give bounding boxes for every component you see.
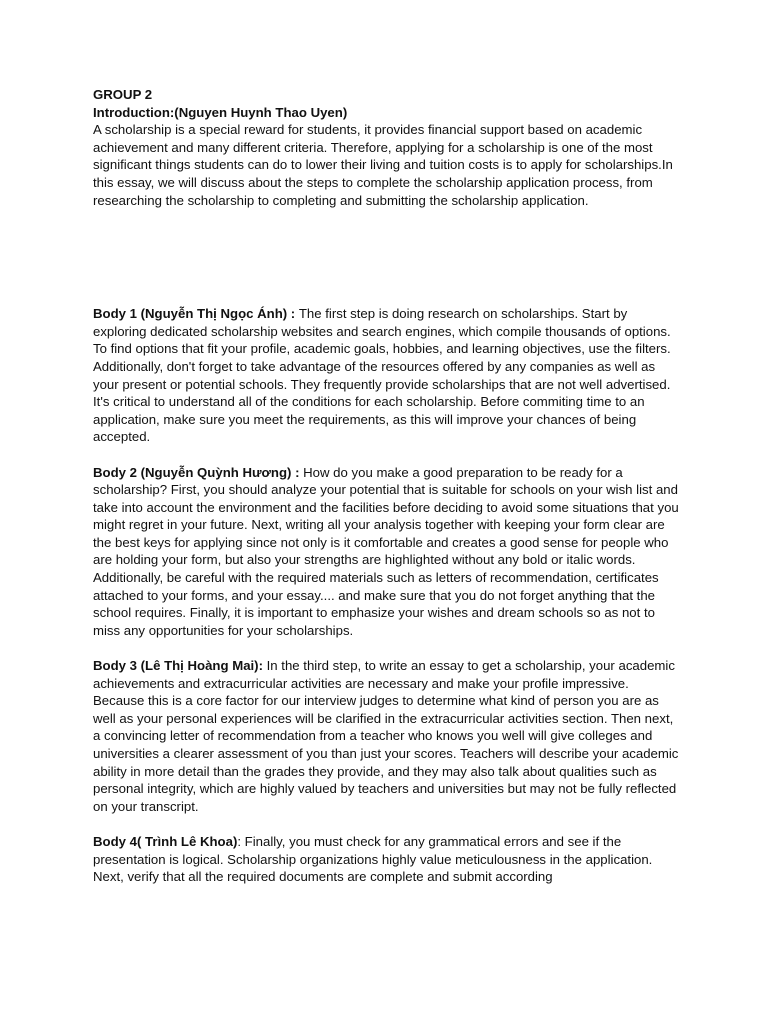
body-3-heading: Body 3 (Lê Thị Hoàng Mai): [93,658,267,674]
body-1-paragraph [93,305,683,446]
intro-heading: Introduction:(Nguyen Huynh Thao Uyen) [93,104,348,120]
body-2-text: How do you make a good preparation to be ready for a scholarship? First, you should analyze your potential that is suitable for schools on your wish list and take into account the environment and the facilities before deciding to avoid some situations that you might regret in your future. Next, writing all your analysis together with keeping your form clear are the best keys for applying since not only is it comfortable and creates a good sense for people who are holding your form, but also your strengths are highlighted without any bold or italic words. Additionally, be careful with the required materials such as letters of recommendation, certificates attached to your forms, and your essay.... and make sure that you do not forget anything that the school requires. Finally, it is important to emphasize your wishes and dream schools so as not to miss any opportunities for your scholarships. [93,464,679,638]
body-2-paragraph [93,464,683,640]
body-4-text: : Finally, you must check for any grammatical errors and see if the presentation is logical. Scholarship organizations highly value meticulousness in the application. Next, verify that all the required documents are complete and submit according [93,833,653,885]
intro-paragraph: A scholarship is a special reward for students, it provides financial support based on academic achievement and many different criteria. Therefore, applying for a scholarship is one of the most significant things students can do to lower their living and tuition costs is to apply for scholarships.In this essay, we will discuss about the steps to complete the scholarship application process, from researching the scholarship to completing and submitting the scholarship application. [93,122,673,208]
document-page [93,86,683,903]
body-2-heading: Body 2 (Nguyễn Quỳnh Hương) : [93,464,304,480]
body-1-heading: Body 1 (Nguyễn Thị Ngọc Ánh) : [93,306,299,322]
group-title: GROUP 2 [93,87,153,102]
body-1-text: The first step is doing research on scholarships. Start by exploring dedicated scholarship websites and search engines, which compile thousands of options. To find options that fit your profile, academic goals, hobbies, and learning objectives, use the filters. Additionally, don't forget to take advantage of the resources offered by any companies as well as your present or potential schools. They frequently provide scholarships that are not well advertised. It's critical to understand all of the conditions for each scholarship. Before commiting time to an application, make sure you meet the requirements, as this will improve your chances of being accepted. [93,306,671,445]
body-4-heading: Body 4( Trình Lê Khoa) [93,833,238,849]
section-spacer [93,209,683,305]
body-4-paragraph [93,833,683,886]
body-3-paragraph [93,657,683,815]
body-3-text: In the third step, to write an essay to get a scholarship, your academic achievements and extracurricular activities are necessary and make your profile impressive. Because this is a core factor for our interview judges to determine what kind of person you are as well as your personal experiences will be clarified in the extracurricular activities section. Then next, a convincing letter of recommendation from a teacher who knows you well will give colleges and universities a clearer assessment of you than just your scores. Teachers will describe your academic ability in more detail than the grades they provide, and they may also talk about qualities such as personal integrity, which are highly valued by teachers and universities but may not be fully reflected on your transcript. [93,658,679,814]
